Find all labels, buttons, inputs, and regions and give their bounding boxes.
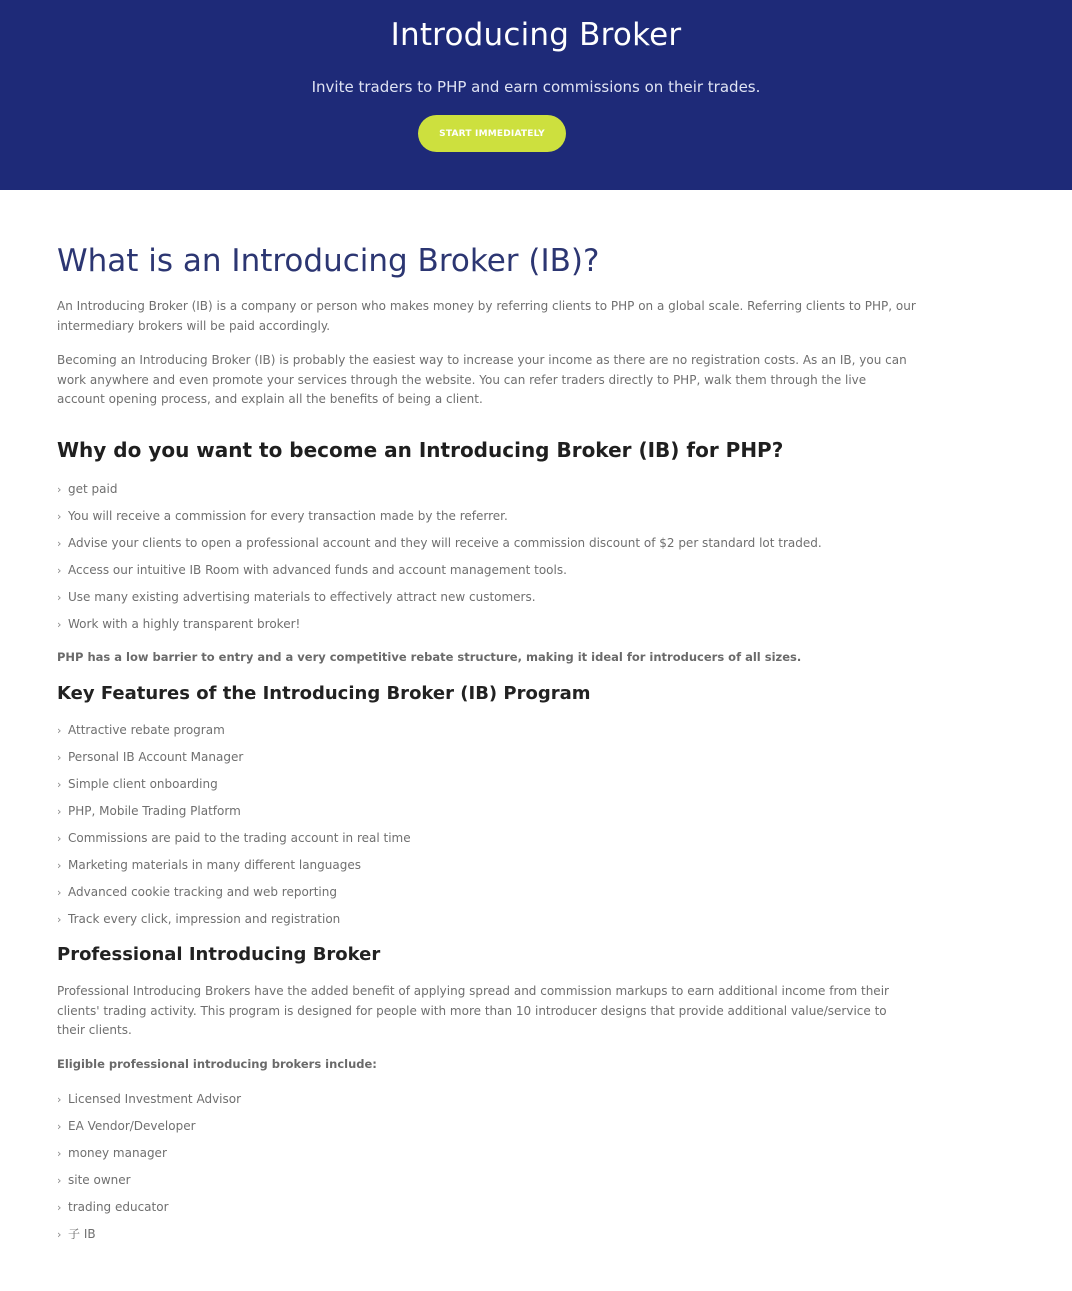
list-item [57, 615, 300, 633]
feature-item-label: Track every click, impression and registration [68, 912, 341, 926]
why-item-label: Work with a highly transparent broker! [68, 617, 301, 631]
hero-banner [0, 0, 1072, 190]
start-immediately-button[interactable]: START IMMEDIATELY [418, 115, 566, 152]
chevron-right-icon: › [57, 1093, 62, 1106]
chevron-right-icon: › [57, 1174, 62, 1187]
list-item [57, 480, 117, 498]
feature-item-label: Commissions are paid to the trading account in real time [68, 831, 411, 845]
hero-subtitle: Invite traders to PHP and earn commissions on their trades. [311, 78, 761, 96]
professional-item-label: site owner [68, 1173, 131, 1187]
list-item [57, 721, 225, 739]
feature-item-label: Attractive rebate program [68, 723, 225, 737]
features-heading: Key Features of the Introducing Broker (IB) Program [57, 683, 591, 704]
chevron-right-icon: › [57, 724, 62, 737]
list-item [57, 561, 567, 579]
list-item [57, 1090, 241, 1108]
why-item-label: You will receive a commission for every transaction made by the referrer. [68, 509, 508, 523]
chevron-right-icon: › [57, 537, 62, 550]
list-item [57, 588, 536, 606]
professional-heading: Professional Introducing Broker [57, 944, 381, 965]
professional-item-label: money manager [68, 1146, 167, 1160]
list-item [57, 829, 411, 847]
chevron-right-icon: › [57, 832, 62, 845]
feature-item-label: Marketing materials in many different languages [68, 858, 361, 872]
list-item [57, 856, 361, 874]
intro-heading: What is an Introducing Broker (IB)? [57, 243, 600, 279]
chevron-right-icon: › [57, 591, 62, 604]
professional-paragraph: Professional Introducing Brokers have the added benefit of applying spread and commission markups to earn additional income from their clients' trading activity. This program is designed for people with more than 10 introducer designs that provide additional value/service to their clients. [57, 984, 889, 1037]
why-note: PHP has a low barrier to entry and a very competitive rebate structure, making it ideal for introducers of all sizes. [57, 650, 802, 664]
why-heading: Why do you want to become an Introducing Broker (IB) for PHP? [57, 438, 784, 462]
professional-item-label: trading educator [68, 1200, 169, 1214]
chevron-right-icon: › [57, 778, 62, 791]
list-item [57, 748, 243, 766]
why-item-label: Advise your clients to open a professional account and they will receive a commission discount of $2 per standard lot traded. [68, 536, 822, 550]
intro-paragraph-2: Becoming an Introducing Broker (IB) is probably the easiest way to increase your income as there are no registration costs. As an IB, you can work anywhere and even promote your services through the website. You can refer traders directly to PHP, walk them through the live account opening process, and explain all the benefits of being a client. [57, 353, 907, 406]
why-item-label: Use many existing advertising materials to effectively attract new customers. [68, 590, 536, 604]
professional-note: Eligible professional introducing brokers include: [57, 1057, 377, 1071]
list-item [57, 1198, 169, 1216]
why-item-label: Access our intuitive IB Room with advanced funds and account management tools. [68, 563, 567, 577]
list-item [57, 910, 340, 928]
list-item [57, 1171, 131, 1189]
why-item-label: get paid [68, 482, 118, 496]
professional-item-label: EA Vendor/Developer [68, 1119, 196, 1133]
chevron-right-icon: › [57, 483, 62, 496]
list-item [57, 775, 218, 793]
list-item [57, 802, 241, 820]
chevron-right-icon: › [57, 1120, 62, 1133]
chevron-right-icon: › [57, 1201, 62, 1214]
intro-paragraph-1: An Introducing Broker (IB) is a company or person who makes money by referring clients to PHP on a global scale. Referring clients to PHP, our intermediary brokers will be paid accordingly. [57, 299, 916, 333]
professional-item-label: 子 IB [68, 1227, 96, 1241]
feature-item-label: Personal IB Account Manager [68, 750, 244, 764]
feature-item-label: PHP, Mobile Trading Platform [68, 804, 241, 818]
list-item [57, 1225, 96, 1243]
hero-title: Introducing Broker [390, 17, 682, 53]
chevron-right-icon: › [57, 805, 62, 818]
list-item [57, 1144, 167, 1162]
chevron-right-icon: › [57, 618, 62, 631]
chevron-right-icon: › [57, 1228, 62, 1241]
list-item [57, 1117, 196, 1135]
chevron-right-icon: › [57, 510, 62, 523]
chevron-right-icon: › [57, 913, 62, 926]
professional-item-label: Licensed Investment Advisor [68, 1092, 242, 1106]
feature-item-label: Advanced cookie tracking and web reporting [68, 885, 337, 899]
chevron-right-icon: › [57, 886, 62, 899]
list-item [57, 507, 508, 525]
chevron-right-icon: › [57, 564, 62, 577]
feature-item-label: Simple client onboarding [68, 777, 218, 791]
list-item [57, 883, 337, 901]
chevron-right-icon: › [57, 751, 62, 764]
chevron-right-icon: › [57, 1147, 62, 1160]
chevron-right-icon: › [57, 859, 62, 872]
list-item [57, 534, 822, 552]
